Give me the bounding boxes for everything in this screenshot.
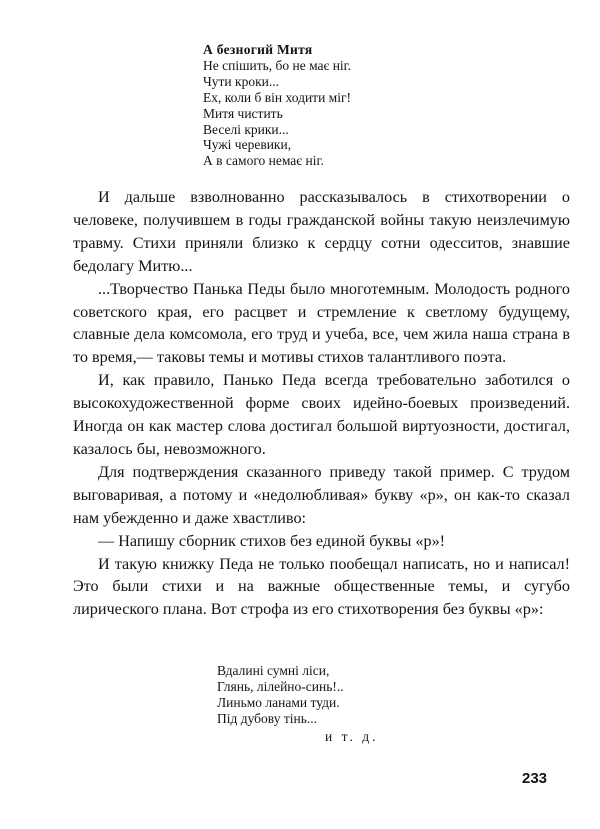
verse-line: Під дубову тінь... (217, 710, 317, 726)
paragraph: И, как правило, Панько Педа всегда требовательно заботился о высокохудожественной форме своих идейно-боевых произведений. Иногда он как мастер слова достигал большой виртуозности, достигал, казалось бы, невозможного. (73, 371, 570, 458)
paragraph: ...Творчество Панька Педы было многотемным. Молодость родного советского края, его расцвет и стремление к светлому будущему, славные дела комсомола, его труд и учеба, все, чем жила наша страна в то время,— таковы темы и мотивы стихов талантливого поэта. (73, 279, 570, 367)
verse-line: А в самого немає ніг. (203, 153, 324, 169)
verse-etc: и т. д. (325, 728, 379, 744)
verse-line: Не спішить, бо не має ніг. (203, 57, 352, 73)
verse-bottom (217, 663, 378, 745)
verse-line: Чужі черевики, (203, 137, 292, 153)
verse-line: Митя чистить (203, 105, 283, 121)
verse-title: А безногий Митя (203, 42, 313, 57)
verse-line: Чути кроки... (203, 73, 279, 89)
paragraph: Для подтверждения сказанного приведу такой пример. С трудом выговаривая, а потому и «недолюбливая» букву «р», он как-то сказал нам убежденно и даже хвастливо: (73, 462, 570, 527)
paragraph: И такую книжку Педа не только пообещал написать, но и написал! Это были стихи и на важные общественные темы, и сугубо лирического плана. Вот строфа из его стихотворения без буквы «р»: (73, 554, 570, 619)
page-number: 233 (522, 770, 548, 787)
body-text (73, 186, 570, 621)
paragraph: И дальше взволнованно рассказывалось в стихотворении о человеке, получившем в годы гражданской войны такую неизлечимую травму. Стихи приняли близко к сердцу сотни одесситов, знавшие бедолагу Митю... (73, 188, 570, 275)
verse-line: Ех, коли б він ходити міг! (203, 89, 352, 105)
verse-line: Веселі крики... (203, 121, 289, 137)
verse-line: Вдалині сумні ліси, (217, 663, 330, 678)
verse-top (203, 42, 351, 169)
verse-line: Линьмо ланами туди. (217, 694, 340, 710)
verse-line: Глянь, лілейно-синь!.. (217, 678, 344, 694)
paragraph-quote: — Напишу сборник стихов без единой буквы «р»! (98, 531, 446, 550)
